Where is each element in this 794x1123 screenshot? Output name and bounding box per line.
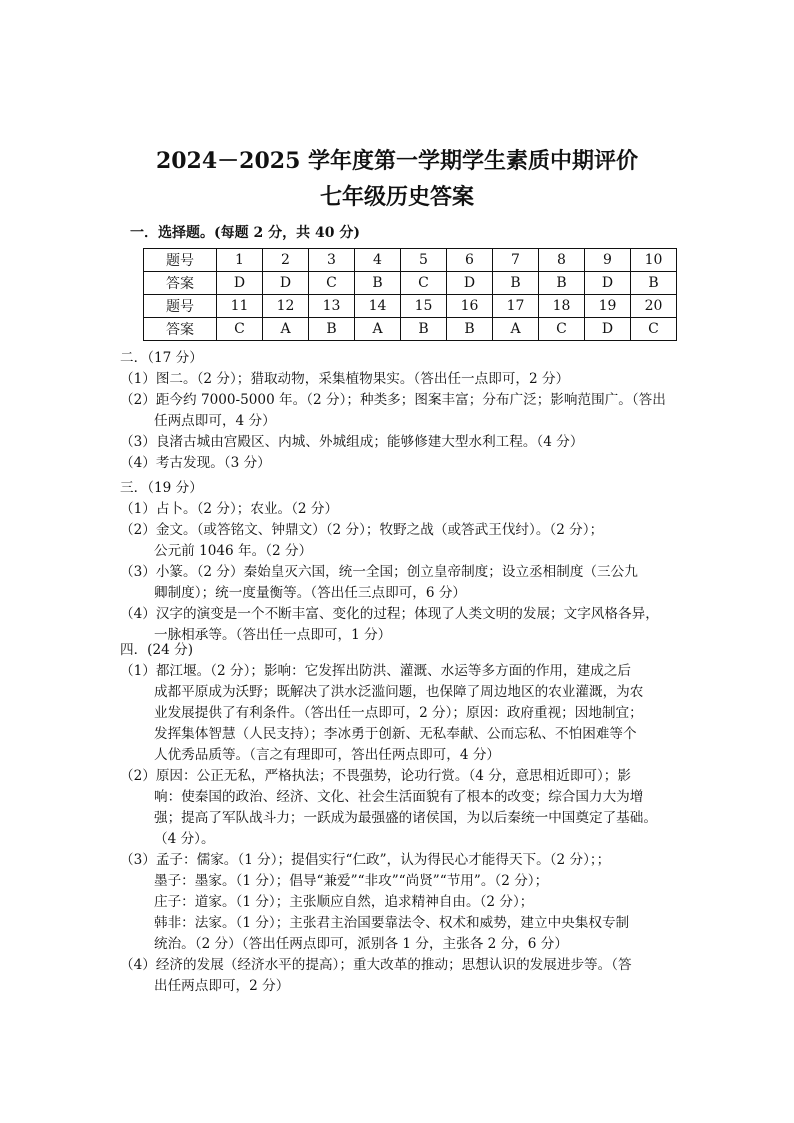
answer-table-cell: 12 bbox=[263, 295, 309, 318]
section3-line: （2）金文。（或答铭文、钟鼎文）（2 分）；牧野之战（或答武王伐纣）。（2 分）； bbox=[120, 522, 604, 538]
answer-table-cell: B bbox=[539, 272, 585, 295]
section4-line: （3）孟子：儒家。（1 分）；提倡实行“仁政”，认为得民心才能得天下。（2 分）；； bbox=[120, 852, 611, 868]
section3-line: （4）汉字的演变是一个不断丰富、变化的过程；体现了人类文明的发展；文字风格各异， bbox=[120, 606, 659, 622]
answer-table-row bbox=[144, 318, 677, 341]
document-subtitle: 七年级历史答案 bbox=[319, 184, 474, 210]
answer-table-cell: A bbox=[493, 318, 539, 341]
section3-line: （1）占卜。（2 分）；农业。（2 分） bbox=[120, 501, 339, 517]
answer-table-cell: 20 bbox=[631, 295, 677, 318]
answer-table-cell: 7 bbox=[493, 249, 539, 272]
section4-line: （4）经济的发展（经济水平的提高）；重大改革的推动；思想认识的发展进步等。（答 bbox=[120, 957, 632, 973]
document-title: 2024－2025 学年度第一学期学生素质中期评价 bbox=[155, 148, 639, 174]
section2-line: （2）距今约 7000-5000 年。（2 分）；种类多；图案丰富；分布广泛；影响范围广。（答出 bbox=[120, 392, 666, 408]
section4-line: （4 分）。 bbox=[154, 831, 215, 847]
answer-table-cell: B bbox=[447, 318, 493, 341]
answer-table-row bbox=[144, 249, 677, 272]
answer-table-cell: 5 bbox=[401, 249, 447, 272]
answer-table-cell: 13 bbox=[309, 295, 355, 318]
answer-table-cell: 15 bbox=[401, 295, 447, 318]
answer-table-cell: 2 bbox=[263, 249, 309, 272]
answer-table-cell: 16 bbox=[447, 295, 493, 318]
answer-table-cell: 11 bbox=[217, 295, 263, 318]
section4-line: 墨子：墨家。（1 分）；倡导“兼爱”“非攻”“尚贤”“节用”。（2 分）； bbox=[154, 873, 549, 889]
answer-table-cell: D bbox=[447, 272, 493, 295]
section4-line: 响：使秦国的政治、经济、文化、社会生活面貌有了根本的改变；综合国力大为增 bbox=[154, 789, 644, 805]
answer-table-header-cell: 答案 bbox=[144, 318, 217, 341]
answer-table-cell: B bbox=[493, 272, 539, 295]
answer-table-cell: 10 bbox=[631, 249, 677, 272]
answer-table-cell: D bbox=[585, 272, 631, 295]
section2-line: （4）考古发现。（3 分） bbox=[120, 455, 271, 471]
answer-table-cell: 9 bbox=[585, 249, 631, 272]
section4-line: 业发展提供了有利条件。（答出任一点即可，2 分）；原因：政府重视；因地制宜； bbox=[154, 705, 643, 721]
answer-table-cell: A bbox=[263, 318, 309, 341]
answer-table-cell: B bbox=[631, 272, 677, 295]
answer-table-cell: 8 bbox=[539, 249, 585, 272]
section4-line: 韩非：法家。（1 分）；主张君主治国要靠法令、权术和威势，建立中央集权专制 bbox=[154, 915, 630, 931]
answer-table-cell: 1 bbox=[217, 249, 263, 272]
answer-table-cell: 14 bbox=[355, 295, 401, 318]
section3-line: （3）小篆。（2 分）秦始皇灭六国，统一全国；创立皇帝制度；设立丞相制度（三公九 bbox=[120, 564, 638, 580]
answer-table-cell: A bbox=[355, 318, 401, 341]
section3 bbox=[120, 478, 680, 646]
section4-line: 出任两点即可，2 分） bbox=[154, 978, 290, 994]
section4-line: 发挥集体智慧（人民支持）；李冰勇于创新、无私奉献、公而忘私、不怕困难等个 bbox=[154, 726, 637, 742]
section4-line: 庄子：道家。（1 分）；主张顺应自然，追求精神自由。（2 分）； bbox=[154, 894, 534, 910]
answer-table-cell: 19 bbox=[585, 295, 631, 318]
section2-line: （1）图二。（2 分）；猎取动物，采集植物果实。（答出任一点即可，2 分） bbox=[120, 371, 570, 387]
answer-table-header-cell: 答案 bbox=[144, 272, 217, 295]
answer-table-cell: D bbox=[585, 318, 631, 341]
section4 bbox=[120, 640, 680, 997]
section3-line: 一脉相承等。（答出任一点即可，1 分） bbox=[154, 627, 392, 643]
answer-table-cell: B bbox=[309, 318, 355, 341]
answer-table-row bbox=[144, 295, 677, 318]
answer-table-cell: 3 bbox=[309, 249, 355, 272]
answer-table-cell: C bbox=[539, 318, 585, 341]
answer-table-cell: C bbox=[631, 318, 677, 341]
section1-heading: 一．选择题。(每题 2 分，共 40 分) bbox=[130, 225, 360, 241]
answer-table-cell: C bbox=[309, 272, 355, 295]
section4-line: （2）原因：公正无私，严格执法；不畏强势，论功行赏。（4 分，意思相近即可）；影 bbox=[120, 768, 631, 784]
section2-line: （3）良渚古城由宫殿区、内城、外城组成；能够修建大型水利工程。（4 分） bbox=[120, 434, 584, 450]
section2-line: 任两点即可，4 分） bbox=[154, 413, 276, 429]
answer-table-cell: C bbox=[401, 272, 447, 295]
section3-heading: 三．（19 分） bbox=[120, 480, 203, 496]
answer-table-cell: 18 bbox=[539, 295, 585, 318]
answer-table-cell: 6 bbox=[447, 249, 493, 272]
answer-table-cell: D bbox=[217, 272, 263, 295]
answer-table bbox=[143, 248, 677, 341]
answer-table-cell: D bbox=[263, 272, 309, 295]
section2-heading: 二．（17 分） bbox=[120, 350, 203, 366]
section4-line: 统治。（2 分）（答出任两点即可，派别各 1 分，主张各 2 分，6 分） bbox=[154, 936, 568, 952]
section4-line: 强；提高了军队战斗力；一跃成为最强盛的诸侯国，为以后秦统一中国奠定了基础。 bbox=[154, 810, 657, 826]
answer-table-cell: 4 bbox=[355, 249, 401, 272]
section4-line: 成都平原成为沃野；既解决了洪水泛滥问题，也保障了周边地区的农业灌溉，为农 bbox=[154, 684, 644, 700]
answer-table-header-cell: 题号 bbox=[144, 295, 217, 318]
answer-table-header-cell: 题号 bbox=[144, 249, 217, 272]
section3-line: 公元前 1046 年。（2 分） bbox=[154, 543, 313, 559]
section3-line: 卿制度）；统一度量衡等。（答出任三点即可，6 分） bbox=[154, 585, 467, 601]
section4-line: 人优秀品质等。（言之有理即可，答出任两点即可，4 分） bbox=[154, 747, 501, 763]
answer-table-cell: B bbox=[355, 272, 401, 295]
section2 bbox=[120, 348, 680, 474]
answer-table-cell: C bbox=[217, 318, 263, 341]
answer-table-cell: 17 bbox=[493, 295, 539, 318]
section4-heading: 四．(24 分) bbox=[120, 642, 194, 658]
section4-line: （1）都江堰。（2 分）；影响：它发挥出防洪、灌溉、水运等多方面的作用，建成之后 bbox=[120, 663, 631, 679]
answer-table-row bbox=[144, 272, 677, 295]
answer-table-cell: B bbox=[401, 318, 447, 341]
